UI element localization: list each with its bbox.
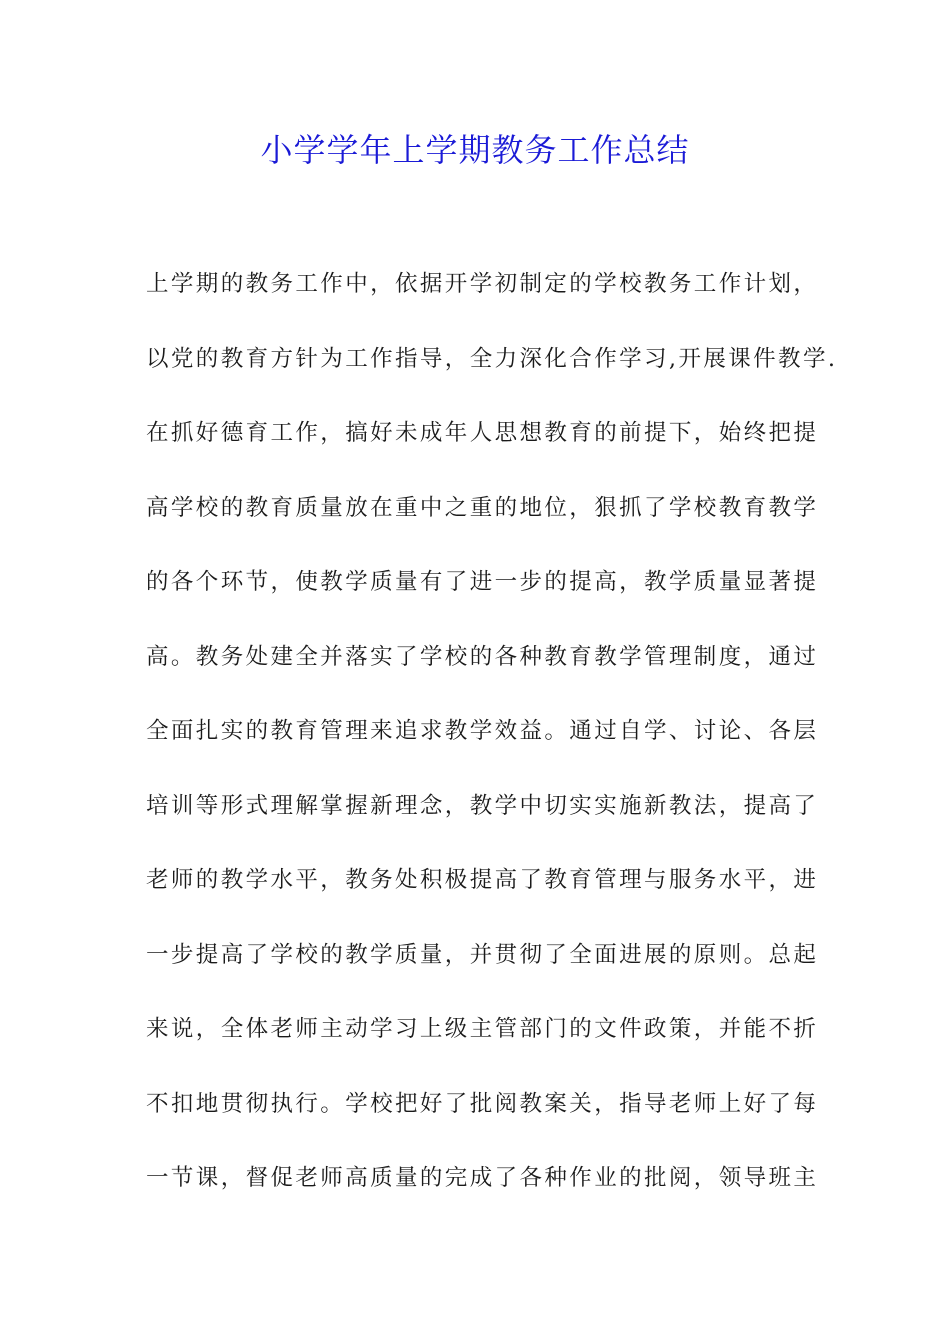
body-line-10: 一步提高了学校的教学质量，并贯彻了全面进展的原则。总起 [146,941,819,968]
body-line-4: 高学校的教育质量放在重中之重的地位，狠抓了学校教育教学 [146,494,819,521]
body-line-7: 全面扎实的教育管理来追求教学效益。通过自学、讨论、各层 [146,718,819,744]
body-line-1: 上学期的教务工作中，依据开学初制定的学校教务工作计划， [146,271,819,297]
body-line-11: 来说，全体老师主动学习上级主管部门的文件政策，并能不折 [146,1016,819,1042]
document-title: 小学学年上学期教务工作总结 [260,131,690,169]
body-line-5: 的各个环节，使教学质量有了进一步的提高，教学质量显著提 [146,569,819,595]
body-line-12: 不扣地贯彻执行。学校把好了批阅教案关，指导老师上好了每 [146,1090,819,1117]
body-line-2: 以党的教育方针为工作指导，全力深化合作学习,开展课件教学. [146,345,838,372]
body-line-8: 培训等形式理解掌握新理念，教学中切实实施新教法，提高了 [146,792,819,819]
body-line-13: 一节课，督促老师高质量的完成了各种作业的批阅，领导班主 [146,1165,819,1191]
document-body [146,262,838,1231]
body-line-6: 高。教务处建全并落实了学校的各种教育教学管理制度，通过 [146,643,819,670]
body-line-9: 老师的教学水平，教务处积极提高了教育管理与服务水平，进 [146,867,819,893]
body-line-3: 在抓好德育工作，搞好未成年人思想教育的前提下，始终把提 [146,420,819,446]
